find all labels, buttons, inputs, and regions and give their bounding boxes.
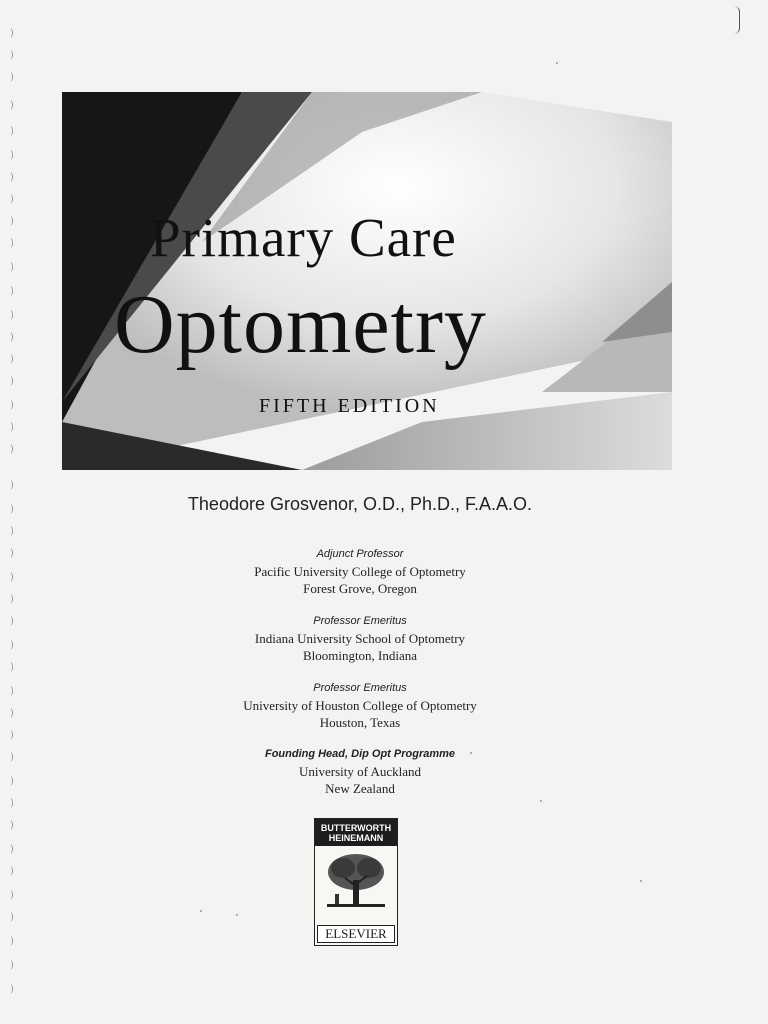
cover-title-line-2: Optometry [114, 278, 487, 371]
affiliation-institution: Pacific University College of Optometry [254, 564, 466, 579]
affiliation-location: Houston, Texas [319, 715, 401, 730]
scan-speck [200, 910, 202, 912]
affiliation-block [0, 746, 720, 797]
publisher-line-1: BUTTERWORTH [320, 823, 392, 833]
affiliation-role: Founding Head, Dip Opt Programme [264, 748, 456, 760]
affiliation-block [0, 546, 720, 597]
scan-speck [236, 914, 238, 916]
affiliation-institution: Indiana University School of Optometry [254, 631, 466, 646]
publisher-imprint: ELSEVIER [317, 925, 395, 943]
publisher-logo [314, 818, 398, 946]
affiliation-block [0, 613, 720, 664]
scan-speck [540, 800, 542, 802]
affiliation-location: Bloomington, Indiana [302, 648, 418, 663]
cover-title-line-1: Primary Care [150, 207, 457, 268]
scan-speck [556, 62, 558, 64]
affiliation-role: Professor Emeritus [313, 615, 407, 627]
affiliation-institution: University of Auckland [298, 764, 422, 779]
page-corner-mark [733, 6, 740, 34]
affiliation-block [0, 680, 720, 731]
affiliation-location: Forest Grove, Oregon [303, 581, 417, 596]
edition-label: FIFTH EDITION [259, 395, 440, 417]
tree-icon [323, 850, 389, 912]
publisher-line-2: HEINEMANN [328, 833, 384, 843]
scan-speck [640, 880, 642, 882]
scan-speck [470, 752, 472, 754]
publisher-name-block [315, 819, 397, 846]
affiliation-institution: University of Houston College of Optometry [243, 698, 477, 713]
affiliation-role: Adjunct Professor [316, 548, 404, 560]
affiliation-location: New Zealand [325, 781, 395, 796]
author-name: Theodore Grosvenor, O.D., Ph.D., F.A.A.O. [187, 494, 533, 514]
affiliation-role: Professor Emeritus [313, 682, 407, 694]
scanned-page-binding-edge: ) ) ) ) ) ) ) ) ) ) ) ) ) ) ) ) ) ) ) ) ) ) ) ) ) ) ) ) ) ) ) ) ) ) ) ) ) ) ) ) ) ) [10, 28, 14, 995]
